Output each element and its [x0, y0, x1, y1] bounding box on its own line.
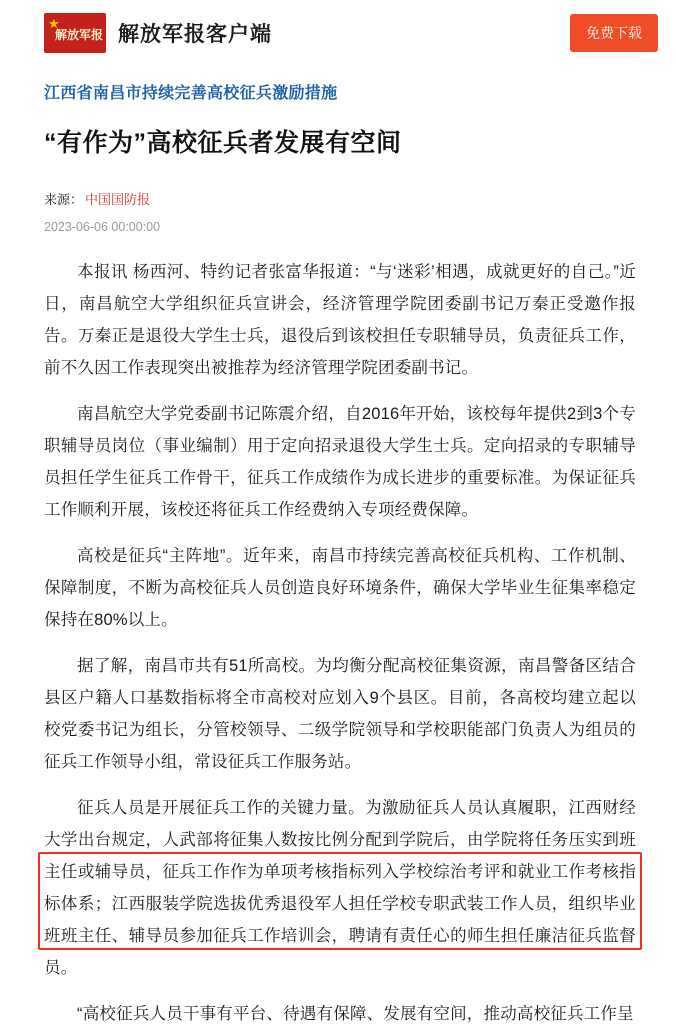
star-icon: ★: [48, 16, 60, 31]
article-source: [44, 189, 636, 208]
free-download-button[interactable]: 免费下载: [570, 14, 658, 52]
brand-name: 解放军报客户端: [118, 23, 272, 46]
article-container: [0, 80, 676, 1030]
article-timestamp: 2023-06-06 00:00:00: [44, 220, 161, 234]
article-paragraph: 本报讯 杨西河、特约记者张富华报道：“与‘迷彩’相遇，成就更好的自己。”近日，南昌航空大学组织征兵宣讲会，经济管理学院团委副书记万秦正受邀作报告。万秦正是退役大学生士兵，退役后到该校担任专职辅导员，负责征兵工作，前不久因工作表现突出被推荐为经济管理学院团委副书记。: [44, 263, 636, 377]
article-kicker: 江西省南昌市持续完善高校征兵激励措施: [44, 85, 338, 102]
publication-logo: [44, 13, 106, 53]
article-paragraph: 南昌航空大学党委副书记陈震介绍，自2016年开始，该校每年提供2到3个专职辅导员岗位（事业编制）用于定向招录退役大学生士兵。定向招录的专职辅导员担任学生征兵工作骨干，征兵工作成绩作为成长进步的重要标准。为保证征兵工作顺利开展，该校还将征兵工作经费纳入专项经费保障。: [44, 405, 636, 519]
logo-text: 解放军报: [54, 27, 103, 42]
article-paragraph: 据了解，南昌市共有51所高校。为均衡分配高校征集资源，南昌警备区结合县区户籍人口基数指标将全市高校对应划入9个县区。目前，各高校均建立起以校党委书记为组长，分管校领导、二级学院领导和学校职能部门负责人为组员的征兵工作领导小组，常设征兵工作服务站。: [44, 657, 636, 771]
source-value[interactable]: 中国国防报: [85, 192, 151, 207]
article-paragraph: 高校是征兵“主阵地”。近年来，南昌市持续完善高校征兵机构、工作机制、保障制度，不断为高校征兵人员创造良好环境条件，确保大学毕业生征集率稳定保持在80%以上。: [44, 547, 636, 629]
page-title: “有作为”高校征兵者发展有空间: [44, 129, 402, 157]
app-header: [0, 0, 676, 66]
article-paragraph: 征兵人员是开展征兵工作的关键力量。为激励征兵人员认真履职，江西财经大学出台规定，人武部将征集人数按比例分配到学院后，由学院将任务压实到班主任或辅导员，征兵工作作为单项考核指标列入学校综治考评和就业工作考核指标体系；江西服装学院选拔优秀退役军人担任学校专职武装工作人员，组织毕业班班主任、辅导员参加征兵工作培训会，聘请有责任心的师生担任廉洁征兵监督员。: [44, 799, 636, 977]
article-paragraph: “高校征兵人员干事有平台、待遇有保障、发展有空间，推动高校征兵工作呈: [77, 1005, 634, 1023]
source-label: 来源：: [44, 192, 84, 207]
article-body: [44, 256, 636, 1030]
